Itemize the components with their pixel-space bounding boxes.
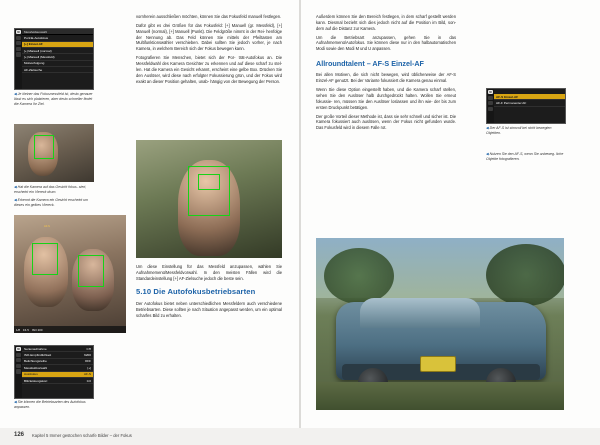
- menu-tab-strip-2: [15, 346, 22, 398]
- camera-menu-screen-2[interactable]: [14, 345, 94, 399]
- menu2-item-1[interactable]: ISO-Empfindlichkeit 6200: [24, 353, 91, 358]
- camera-menu-screen-3[interactable]: [486, 88, 566, 124]
- face-focus-box: [34, 135, 54, 159]
- right-column-top: [316, 14, 456, 134]
- mid-para-0: vornherein ausschließen möchten, können Sie das Fokusfeld manuell festlegen.: [136, 14, 282, 19]
- menu3-tab-m[interactable]: M: [489, 90, 492, 94]
- menu-item-1[interactable]: [+] Einzel-AF: [22, 42, 93, 48]
- menu-tab-3[interactable]: [16, 41, 21, 45]
- menu-item-2[interactable]: [+] Manuell (normal): [22, 48, 93, 54]
- menu2-item-4[interactable]: Autofokus AF-S: [24, 372, 91, 377]
- menu-body: [22, 29, 93, 73]
- right-para-3: Wenn Sie diese Option eingestellt haben, und die Kamera scharf stellen, sehen Sie den Auslöser halb durchgedrückt halten. Wollen Sie erneut fokussie- ren, müssen Sie den Auslöser loslassen und ihn wie- der bis zum ersten Druckpunkt betätigen.: [316, 87, 456, 110]
- menu2-item-3[interactable]: Messfeldvorwahl [+]: [24, 365, 91, 370]
- license-plate: [420, 356, 456, 372]
- menu2-tab-4[interactable]: [16, 364, 21, 368]
- eye-focus-box-green: [198, 174, 220, 190]
- osd-iso: ISO 200: [31, 327, 43, 332]
- right-para-2: Bei allen Motiven, die sich nicht bewegen, wird üblicherweise der AF-S Einzel-AF genutzt. Bei der Variante fokussiert die Kamera genau einmal.: [316, 72, 456, 84]
- photo-liveview: [14, 215, 126, 333]
- mid-para-4: Der Autofokus bietet neben unterschiedlichen Messfeldern auch verschiedene Betriebsarten. Diese sollten je nach Situation angepasst werden, um ein optimal scharfes Bild zu erhalten.: [136, 301, 282, 318]
- menu-tab-strip-3: [487, 89, 494, 123]
- menu-tab-strip: [15, 29, 22, 89]
- caption-marker-icon-5: ◀: [486, 126, 490, 130]
- menu-item-3[interactable]: [+] Manuell (Messfeld): [22, 54, 93, 60]
- menu3-tab-2[interactable]: [488, 96, 493, 100]
- caption-marker-icon-4: ◀: [14, 400, 18, 404]
- figure-caption-6: ◀ Nutzen Sie den AF-S, wenn Sie unbeweg- liche Objekte fotografieren.: [486, 152, 564, 161]
- menu2-tab-2[interactable]: [16, 353, 21, 357]
- middle-column-lower: [136, 264, 282, 322]
- osd-shutter: 1/8: [16, 327, 21, 332]
- footer-chapter-text: Kapitel 5 Immer gestochen scharfe Bilder – der Fokus: [32, 433, 132, 439]
- caption-marker-icon-3: ◀: [14, 198, 18, 202]
- right-para-0: Außerdem können Sie den Bereich festlegen, in dem scharf gestellt werden kann. Diesmal bezieht sich dies jedoch nicht auf die Position im Bild, son- dern auf die Distanz zur Kamera.: [316, 14, 456, 31]
- caption-marker-icon-2: ◀: [14, 185, 18, 189]
- liveview-osd: [14, 326, 126, 333]
- right-para-4: Der große Vorteil dieser Methode ist, dass sie sehr schnell und sicher ist. Die Kamera fokussiert auch auslösen, wenn der Fokus nicht gefunden wurde. Das Fokusfeld wird in diesem Falle rot.: [316, 113, 456, 131]
- menu-header: Messfeldauswahl: [22, 29, 93, 35]
- osd-aperture: F4.5: [23, 327, 29, 332]
- mid-para-1: Dafür gibt es drei Größen für das Fokusfeld: [+] Manuell (gr. Messfeld), [+] Manuell (normal), [+] Manuell (Punkt). Die Feldgröße nimmt in der Rei- henfolge der Nennung ab. Das Feld können Sie mittels der Pfeiltasten am Multifunktionswähler verschieben. Dabei sollten Sie jedoch vorher, je nach Kamera, in welchem Bereich sich der Fokus bewegen kann.: [136, 23, 282, 52]
- section-heading: [136, 287, 282, 298]
- right-section-heading: Allroundtalent – AF-S Einzel-AF: [316, 59, 424, 69]
- menu-item-5[interactable]: AF-Zielsuche: [22, 67, 93, 73]
- figure-caption-1: ◀ Je kleiner das Fokusmessfeld ist, desto genauer lässt es sich platzieren, aber desto schneller findet die Kamera Ihr Ziel.: [14, 92, 93, 106]
- caption-marker-icon-6: ◀: [486, 152, 490, 156]
- menu-tab-2[interactable]: [16, 36, 21, 40]
- menu2-tab-3[interactable]: [16, 358, 21, 362]
- menu-item-0[interactable]: Porträt-Autofokus: [22, 35, 93, 41]
- page-spine: [299, 0, 301, 428]
- menu3-item-0[interactable]: AF-S Einzel-AF: [494, 94, 565, 100]
- right-para-1: Um die Betriebsart anzupassen, gehen Sie in das Aufnahmemenü/Autofokus. Sie können diese nur in den halbautomatischen Modi sowie den Modi M und U anpassen.: [316, 34, 456, 52]
- mid-para-3: Um diese Einstellung für das Messfeld anzupassen, wählen Sie Aufnahmemenü/Messfeldvorwahl. In den meisten Fällen wird die Standardeinstellung [+] AF-Zielsuche jedoch die beste sein.: [136, 264, 282, 281]
- menu2-item-5[interactable]: Blitzleistungskorr. 0.0: [24, 378, 91, 383]
- section-title: Die Autofokusbetriebsarten: [153, 287, 256, 297]
- menu-tab-4[interactable]: [16, 47, 21, 51]
- photo-portrait-1: [14, 124, 94, 182]
- menu2-tab-5[interactable]: [16, 369, 21, 373]
- menu3-tab-4[interactable]: [488, 107, 493, 111]
- figure-caption-2: ◀ Hat die Kamera auf das Gesicht fokus- siert, erscheint ein Viereck drum.: [14, 185, 87, 194]
- figure-caption-5: ◀ Der AF-S ist sinnvoll bei nicht bewegten Objekten.: [486, 126, 552, 135]
- figure-caption-3: ◀ Erkennt die Kamera ein Gesicht erscheint um dieses ein gelbes Viereck.: [14, 198, 89, 207]
- menu3-item-1[interactable]: AF-F Permanenter AF: [494, 100, 565, 106]
- menu-body-3: [494, 94, 565, 107]
- menu2-item-0[interactable]: Serienaufnahme CH: [24, 346, 91, 351]
- caption-marker-icon: ◀: [14, 92, 18, 96]
- photo-person-green-boxes: [136, 140, 282, 258]
- menu3-tab-3[interactable]: [488, 101, 493, 105]
- mid-para-2: Fotografieren Sie Menschen, bietet sich der Por- trät-Autofokus an. Die Messfeldwahl des Kamera Gesichter zu erkennen und auf diese scharf zu stel- len. Hat die Kamera ein Gesicht erkannt, erscheint eine gelbe Box. Drücken Sie den Auslöser, wird diese nach erfolgter Fokussierung grün, und der Fokus wird exakt an dieser Position gehalten, unab- hängig von der Bewegung der Person.: [136, 55, 282, 84]
- menu-tab-5[interactable]: [16, 52, 21, 56]
- camera-menu-screen-1[interactable]: [14, 28, 94, 90]
- section-number: 5.10: [136, 287, 152, 297]
- menu-body-2: [22, 346, 93, 384]
- figure-caption-4: ◀ Sie können die Betriebsarten des Autofokus anpassen.: [14, 400, 86, 409]
- menu2-tab-m[interactable]: M: [17, 347, 20, 351]
- menu-item-4[interactable]: Motiverfolgung: [22, 61, 93, 67]
- face-focus-box-right: [78, 255, 104, 287]
- photo-vintage-car: [316, 238, 564, 410]
- page-footer: [0, 428, 600, 445]
- menu2-item-2[interactable]: Belichtungsreihe OFF: [24, 359, 91, 364]
- menu-tab-m[interactable]: M: [17, 30, 20, 34]
- page-number: 126: [14, 432, 25, 438]
- middle-column: [136, 14, 282, 88]
- osd-mode-label: AF-S: [44, 225, 50, 228]
- face-focus-box-left: [32, 243, 58, 275]
